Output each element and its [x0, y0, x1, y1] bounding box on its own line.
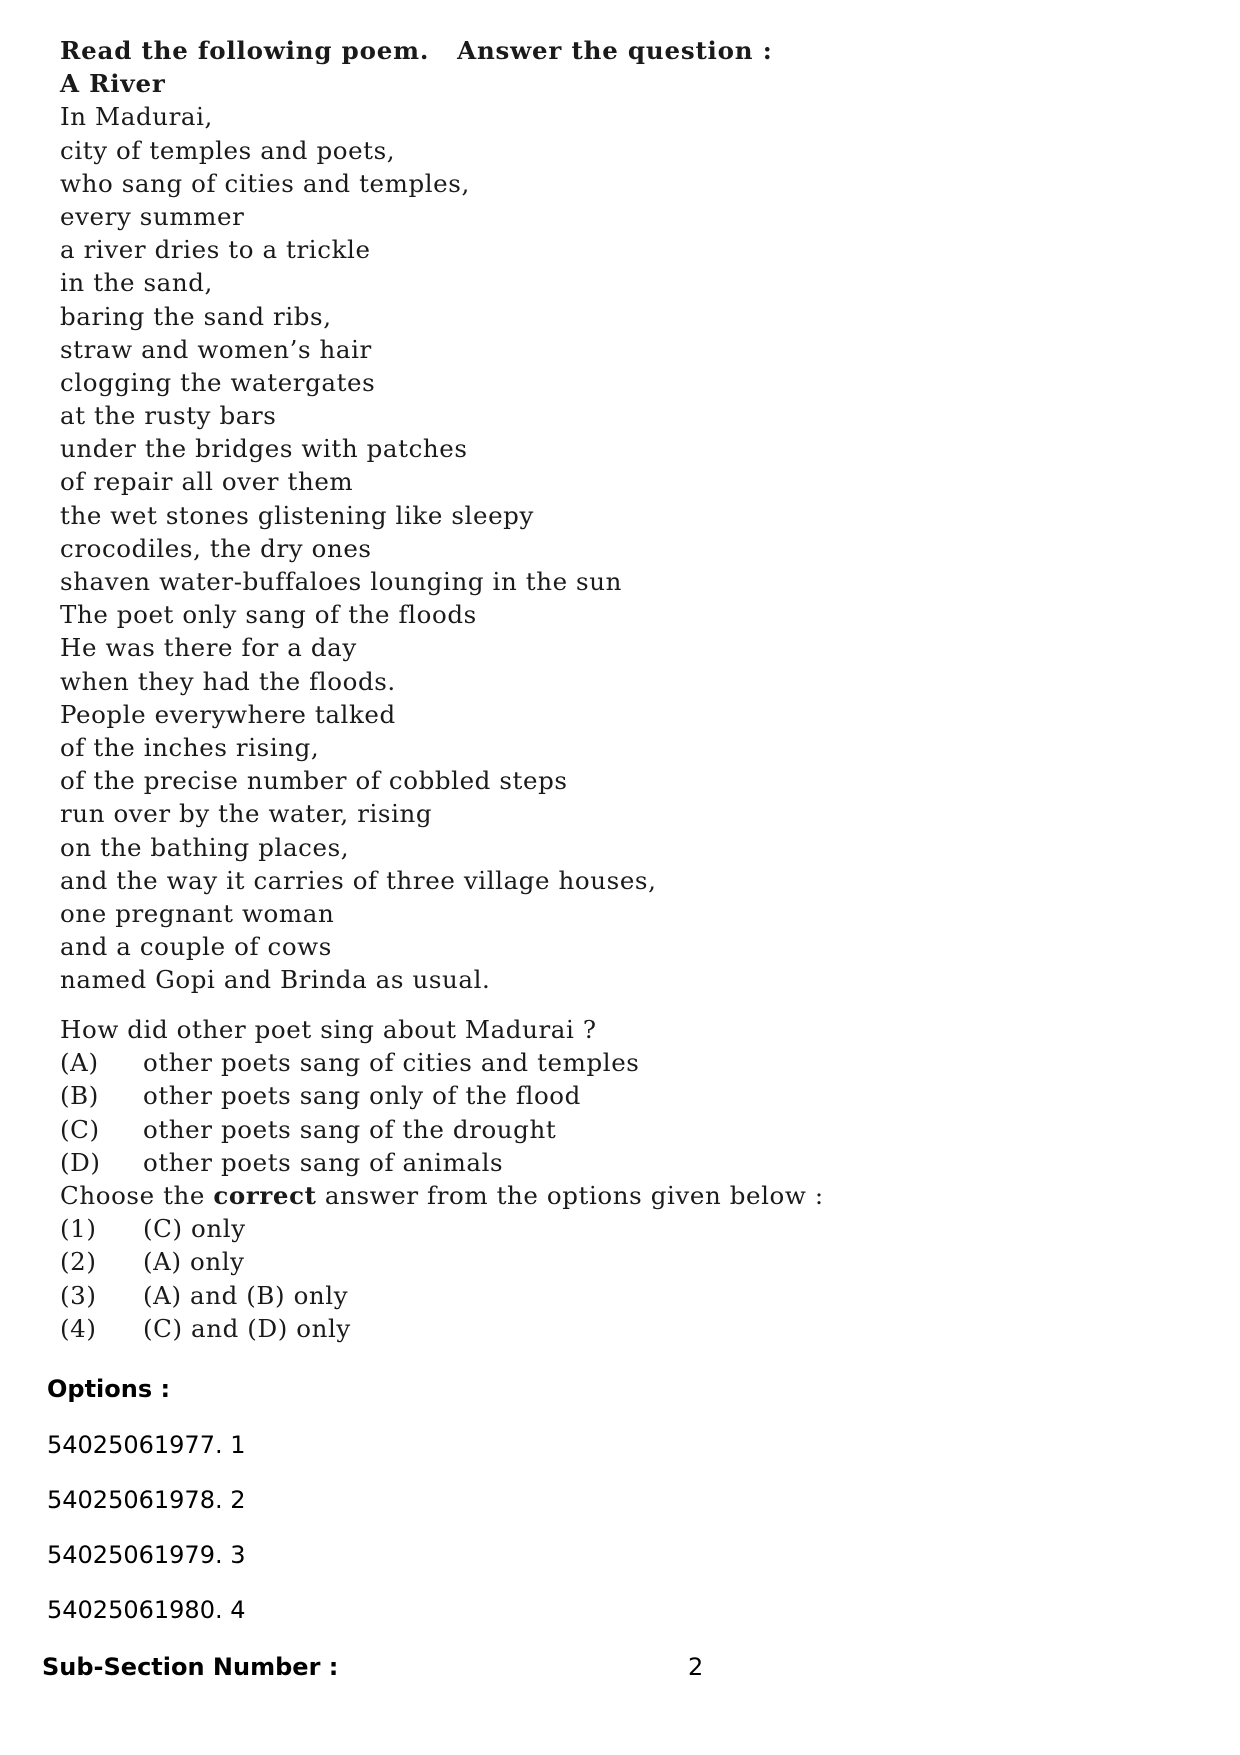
poem-line: city of temples and poets, — [60, 135, 396, 165]
poem-line: of repair all over them — [60, 467, 354, 497]
poem-line: clogging the watergates — [60, 367, 376, 397]
answer-row — [60, 1245, 1020, 1278]
poem-line: every summer — [60, 201, 245, 231]
question-scan — [60, 34, 1020, 996]
answer-text: (A) only — [143, 1247, 245, 1277]
subsection-value: 2 — [688, 1653, 704, 1681]
poem-body — [60, 100, 1020, 996]
poem-line: a river dries to a trickle — [60, 235, 371, 265]
statement-key: (C) — [60, 1114, 100, 1144]
statement-text: other poets sang of cities and temples — [143, 1048, 640, 1078]
statement-list — [60, 1046, 1020, 1179]
poem-line: crocodiles, the dry ones — [60, 533, 372, 563]
poem-line: and a couple of cows — [60, 932, 332, 962]
poem-line: straw and women’s hair — [60, 334, 372, 364]
statement-text: other poets sang only of the flood — [143, 1081, 581, 1111]
poem-line: named Gopi and Brinda as usual. — [60, 965, 491, 995]
poem-line: and the way it carries of three village houses, — [60, 865, 657, 895]
poem-line: shaven water-buffaloes lounging in the sun — [60, 567, 622, 596]
choose-instruction — [60, 1179, 1020, 1212]
subsection-label: Sub-Section Number : — [42, 1653, 339, 1681]
poem-line: the wet stones glistening like sleepy — [60, 500, 534, 530]
answer-key: (1) — [60, 1214, 97, 1244]
question-text: How did other poet sing about Madurai ? — [60, 1015, 597, 1044]
choose-emphasis: correct — [213, 1180, 317, 1210]
statement-row — [60, 1146, 1020, 1179]
option-list — [47, 1430, 246, 1650]
poem-line: run over by the water, rising — [60, 799, 433, 829]
statement-row — [60, 1113, 1020, 1146]
answer-row — [60, 1212, 1020, 1245]
poem-line: In Madurai, — [60, 102, 213, 132]
poem-line: The poet only sang of the floods — [60, 600, 477, 630]
option-item[interactable]: 54025061980. 4 — [47, 1596, 246, 1624]
poem-line: of the inches rising, — [60, 732, 320, 762]
answer-text: (C) only — [143, 1214, 246, 1244]
answer-row — [60, 1312, 1020, 1345]
statement-key: (D) — [60, 1147, 101, 1177]
statement-key: (A) — [60, 1048, 99, 1078]
poem-line: at the rusty bars — [60, 401, 277, 431]
poem-line: of the precise number of cobbled steps — [60, 766, 568, 796]
option-item[interactable]: 54025061977. 1 — [47, 1431, 246, 1459]
poem-line: baring the sand ribs, — [60, 301, 332, 331]
poem-line: on the bathing places, — [60, 832, 350, 862]
answer-list — [60, 1212, 1020, 1345]
poem-line: when they had the floods. — [60, 666, 396, 696]
poem-title: A River — [60, 69, 166, 99]
answer-key: (4) — [60, 1313, 97, 1343]
instruction: Read the following poem. Answer the question : — [60, 36, 773, 65]
statement-row — [60, 1046, 1020, 1079]
answer-key: (2) — [60, 1247, 97, 1277]
answer-row — [60, 1279, 1020, 1312]
statement-text: other poets sang of the drought — [143, 1114, 557, 1144]
choose-prefix: Choose the — [60, 1180, 214, 1210]
statement-row — [60, 1079, 1020, 1112]
option-item[interactable]: 54025061978. 2 — [47, 1486, 246, 1514]
answer-text: (A) and (B) only — [143, 1280, 349, 1310]
statement-key: (B) — [60, 1081, 99, 1111]
answer-key: (3) — [60, 1280, 97, 1310]
question-block — [60, 1013, 1020, 1345]
choose-suffix: answer from the options given below : — [316, 1180, 824, 1210]
statement-text: other poets sang of animals — [143, 1147, 504, 1177]
poem-line: in the sand, — [60, 268, 213, 298]
poem-line: under the bridges with patches — [60, 434, 468, 464]
poem-line: who sang of cities and temples, — [60, 168, 470, 198]
options-label: Options : — [47, 1375, 171, 1403]
answer-text: (C) and (D) only — [143, 1313, 351, 1343]
poem-line: He was there for a day — [60, 633, 357, 663]
poem-line: People everywhere talked — [60, 699, 396, 729]
option-item[interactable]: 54025061979. 3 — [47, 1541, 246, 1569]
poem-line: one pregnant woman — [60, 898, 335, 928]
